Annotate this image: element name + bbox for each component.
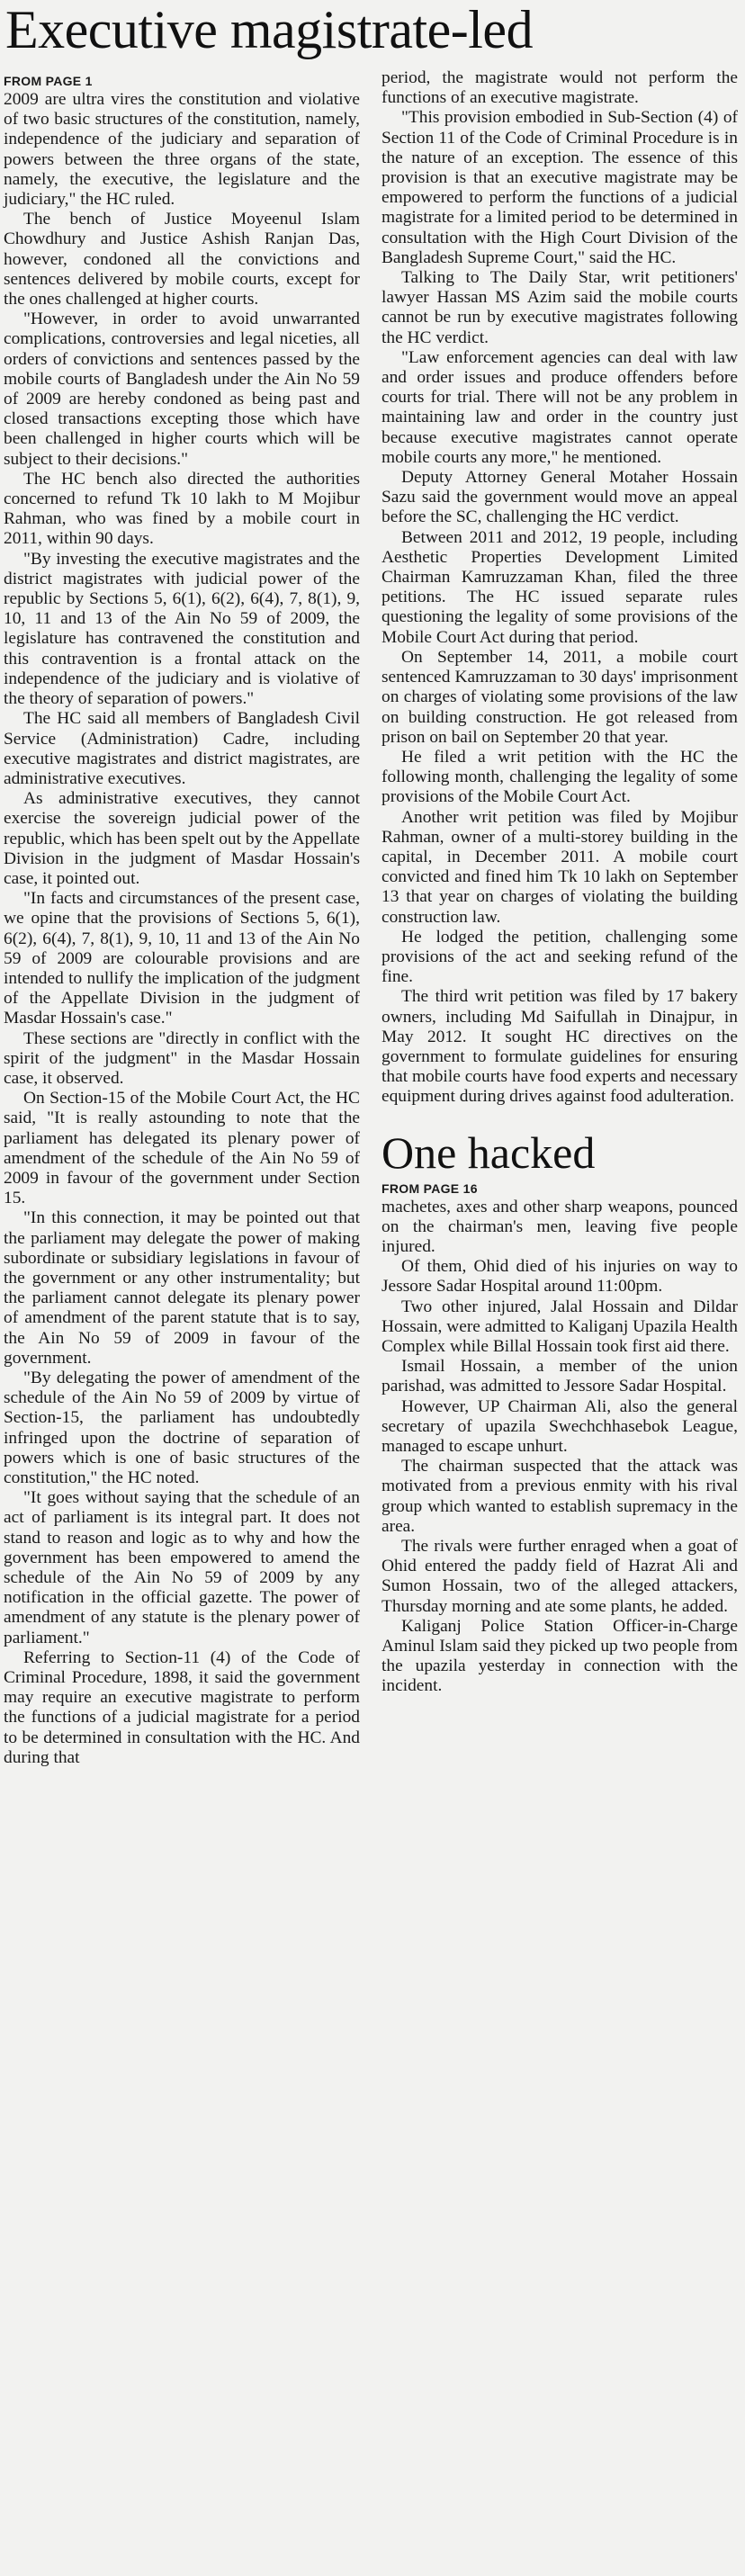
paragraph: On Section-15 of the Mobile Court Act, the HC said, "It is really astounding to note that the parliament has delegated its plenary power of amendment of the schedule of the Ain No 59 of 2009 in favour of the government under Section 15. <box>4 1089 360 1208</box>
paragraph: He filed a writ petition with the HC the following month, challenging the legality of some provisions of the Mobile Court Act. <box>381 747 738 807</box>
paragraph: "In facts and circumstances of the present case, we opine that the provisions of Sections 5, 6(1), 6(2), 6(4), 7, 8(1), 9, 10, 11 and 13 of the Ain No 59 of 2009 are colourable provisions and are intended to nullify the implication of the judgment of the Appellate Division in the judgment of Masdar Hossain's case." <box>4 889 360 1028</box>
paragraph: The bench of Justice Moyeenul Islam Chowdhury and Justice Ashish Ranjan Das, however, condoned all the convictions and sentences delivered by mobile courts, except for the ones challenged at higher courts. <box>4 210 360 310</box>
paragraph: "It goes without saying that the schedule of an act of parliament is its integral part. It does not stand to reason and logic as to why and how the government has been empowered to amend the schedule of the Ain No 59 of 2009 by any notification in the official gazette. The power of amendment of any statute is the plenary power of parliament." <box>4 1488 360 1647</box>
paragraph: "In this connection, it may be pointed out that the parliament may delegate the power of making subordinate or subsidiary legislations in favour of the government or any other instrumentality; but the parliament cannot delegate its plenary power of amendment of the parent statute that is to say, the Ain No 59 of 2009 in favour of the government. <box>4 1208 360 1368</box>
paragraph: Another writ petition was filed by Mojibur Rahman, owner of a multi-storey building in the capital, in December 2011. A mobile court convicted and fined him Tk 10 lakh on September 13 that year on charges of violating the building construction law. <box>381 807 738 927</box>
left-column <box>4 72 360 1768</box>
paragraph: Of them, Ohid died of his injuries on way to Jessore Sadar Hospital around 11:00pm. <box>381 1257 738 1297</box>
right-column <box>381 68 738 1697</box>
paragraph: 2009 are ultra vires the constitution and violative of two basic structures of the constitution, namely, independence of the judiciary and separation of powers between the three organs of the state, namely, the executive, the legislature and the judiciary," the HC ruled. <box>4 90 360 210</box>
paragraph: "By delegating the power of amendment of the schedule of the Ain No 59 of 2009 by virtue of Section-15, the parliament has undoubtedly infringed upon the doctrine of separation of powers which is one of basic structures of the constitution," the HC noted. <box>4 1369 360 1488</box>
paragraph: Kaliganj Police Station Officer-in-Charge Aminul Islam said they picked up two people from the upazila yesterday in connection with the incident. <box>381 1616 738 1696</box>
article-headline: Executive magistrate-led <box>5 0 534 59</box>
paragraph: Deputy Attorney General Motaher Hossain Sazu said the government would move an appeal before the SC, challenging the HC verdict. <box>381 468 738 527</box>
paragraph: machetes, axes and other sharp weapons, pounced on the chairman's men, leaving five people injured. <box>381 1197 738 1256</box>
paragraph: "Law enforcement agencies can deal with law and order issues and produce offenders before courts for trial. There will not be any problem in maintaining law and order in the country just because executive magistrates cannot operate mobile courts any more," he mentioned. <box>381 347 738 467</box>
paragraph: Two other injured, Jalal Hossain and Dildar Hossain, were admitted to Kaliganj Upazila Health Complex while Billal Hossain took first aid there. <box>381 1297 738 1356</box>
paragraph: "This provision embodied in Sub-Section (4) of Section 11 of the Code of Criminal Procedure is in the nature of an exception. The essence of this provision is that an executive magistrate may be empowered to perform the functions of a judicial magistrate for a limited period to be determined in consultation with the High Court Division of the Bangladesh Supreme Court," said the HC. <box>381 108 738 267</box>
article-kicker: FROM PAGE 1 <box>4 74 93 88</box>
second-article-headline: One hacked <box>381 1126 596 1178</box>
paragraph: On September 14, 2011, a mobile court sentenced Kamruzzaman to 30 days' imprisonment on charges of violating some provisions of the law on building construction. He got released from prison on bail on September 20 that year. <box>381 647 738 747</box>
paragraph: Talking to The Daily Star, writ petitioners' lawyer Hassan MS Azim said the mobile courts cannot be run by executive magistrates following the HC verdict. <box>381 268 738 347</box>
paragraph: The HC bench also directed the authorities concerned to refund Tk 10 lakh to M Mojibur Rahman, who was fined by a mobile court in 2011, within 90 days. <box>4 469 360 549</box>
paragraph: These sections are "directly in conflict with the spirit of the judgment" in the Masdar Hossain case, it observed. <box>4 1028 360 1088</box>
paragraph: The HC said all members of Bangladesh Civil Service (Administration) Cadre, including executive magistrates and district magistrates, are administrative executives. <box>4 709 360 788</box>
paragraph: However, UP Chairman Ali, also the general secretary of upazila Swechchhasebok League, managed to escape unhurt. <box>381 1396 738 1456</box>
paragraph: "However, in order to avoid unwarranted complications, controversies and legal niceties, all orders of convictions and sentences passed by the mobile courts of Bangladesh under the Ain No 59 of 2009 are hereby condoned as being past and closed transactions excepting those which have been challenged in higher courts which will be subject to their decisions." <box>4 310 360 469</box>
paragraph: period, the magistrate would not perform the functions of an executive magistrate. <box>381 68 738 108</box>
paragraph: The third writ petition was filed by 17 bakery owners, including Md Saifullah in Dinajpur, in May 2012. It sought HC directives on the government to formulate guidelines for ensuring that mobile courts have food experts and necessary equipment during drives against food adulteration. <box>381 987 738 1107</box>
paragraph: The chairman suspected that the attack was motivated from a previous enmity with his rival group which wanted to establish supremacy in the area. <box>381 1457 738 1536</box>
paragraph: "By investing the executive magistrates and the district magistrates with judicial power of the republic by Sections 5, 6(1), 6(2), 6(4), 7, 8(1), 9, 10, 11 and 13 of the Ain No 59 of 2009, the legislature has contravened the constitution and this contravention is a frontal attack on the independence of the judiciary and is violative of the theory of separation of powers." <box>4 549 360 709</box>
paragraph: The rivals were further enraged when a goat of Ohid entered the paddy field of Hazrat Ali and Sumon Hossain, two of the alleged attackers, Thursday morning and ate some plants, he added. <box>381 1537 738 1616</box>
paragraph: Ismail Hossain, a member of the union parishad, was admitted to Jessore Sadar Hospital. <box>381 1357 738 1396</box>
paragraph: He lodged the petition, challenging some provisions of the act and seeking refund of the fine. <box>381 927 738 987</box>
paragraph: As administrative executives, they cannot exercise the sovereign judicial power of the republic, which has been spelt out by the Appellate Division in the judgment of Masdar Hossain's case, it pointed out. <box>4 789 360 888</box>
paragraph: Between 2011 and 2012, 19 people, including Aesthetic Properties Development Limited Chairman Kamruzzaman Khan, filed the three petitions. The HC issued separate rules questioning the legality of some provisions of the Mobile Court Act during that period. <box>381 527 738 647</box>
paragraph: Referring to Section-11 (4) of the Code of Criminal Procedure, 1898, it said the government may require an executive magistrate to perform the functions of a judicial magistrate for a period to be determined in consultation with the HC. And during that <box>4 1647 360 1767</box>
second-article-kicker: FROM PAGE 16 <box>381 1180 478 1196</box>
